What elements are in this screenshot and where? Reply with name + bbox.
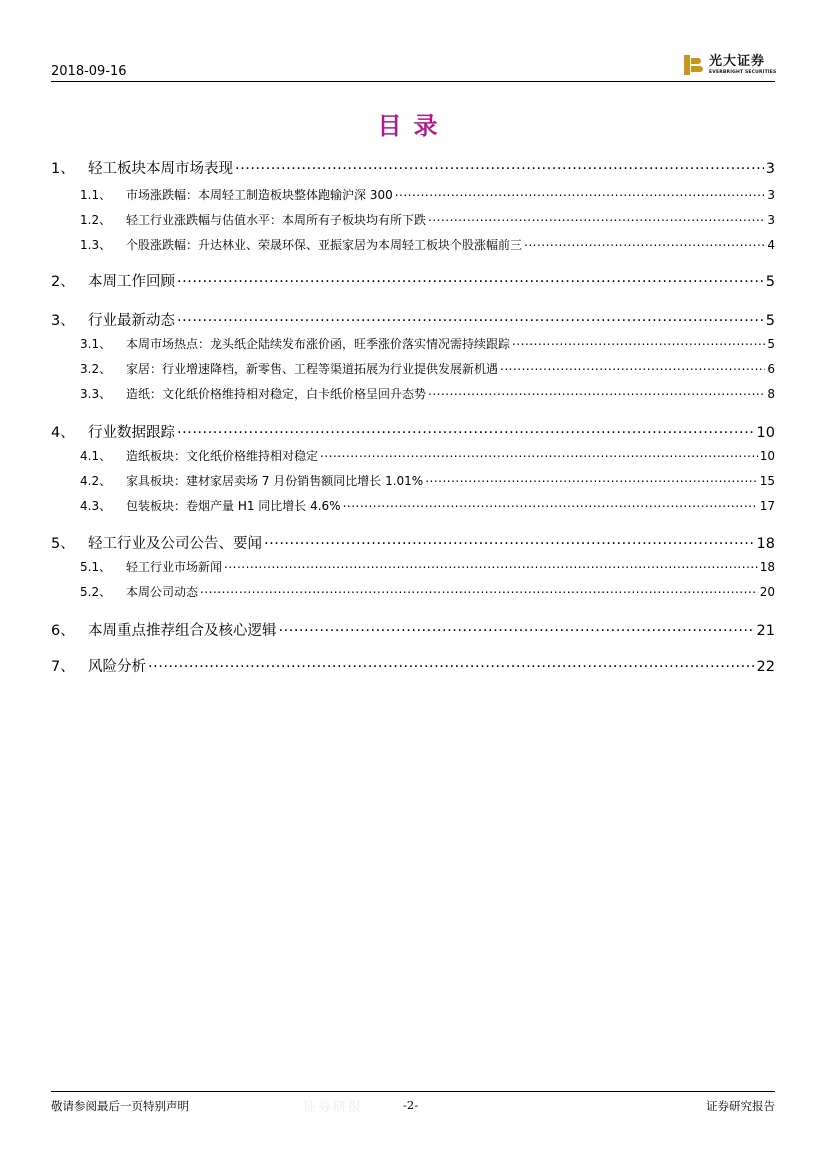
toc-dot-leader <box>428 386 765 398</box>
toc-entry-number: 3.2、 <box>80 362 112 376</box>
toc-entry-page: 5 <box>765 313 775 329</box>
toc-entry-title[interactable]: 轻工行业涨跌幅与估值水平：本周所有子板块均有所下跌 <box>126 213 427 227</box>
toc-dot-leader <box>177 423 755 438</box>
logo-cn-text: 光大证券 <box>709 54 766 69</box>
toc-entry-page: 6 <box>767 362 775 376</box>
toc-subsection-row[interactable] <box>51 497 775 514</box>
toc-dot-leader <box>264 534 755 549</box>
toc-entry-number: 1.3、 <box>80 238 112 252</box>
toc-title: 目录 <box>377 111 450 140</box>
toc-dot-leader <box>224 559 758 571</box>
toc-section-row[interactable] <box>51 421 775 442</box>
toc-entry-number: 3、 <box>51 313 75 329</box>
toc-entry-title[interactable]: 包装板块：卷烟产量 H1 同比增长 4.6% <box>126 499 341 513</box>
company-logo <box>684 55 776 76</box>
toc-entry-title[interactable]: 造纸板块：文化纸价格维持相对稳定 <box>126 449 319 463</box>
toc-entry-title[interactable]: 个股涨跌幅：升达林业、荣晟环保、亚振家居为本周轻工板块个股涨幅前三 <box>126 238 523 252</box>
toc-dot-leader <box>512 336 765 348</box>
toc-dot-leader <box>320 448 758 460</box>
toc-dot-leader <box>148 657 755 672</box>
toc-entry-number: 5、 <box>51 536 75 552</box>
toc-entry-title[interactable]: 市场涨跌幅：本周轻工制造板块整体跑输沪深 300 <box>126 188 393 202</box>
toc-entry-page: 3 <box>767 188 775 202</box>
toc-entry-page: 3 <box>767 213 775 227</box>
toc-section-row[interactable] <box>51 655 775 676</box>
toc-dot-leader <box>177 272 764 287</box>
toc-entry-number: 4.1、 <box>80 449 112 463</box>
toc-entry-number: 2、 <box>51 274 75 290</box>
toc-entry-title[interactable]: 本周工作回顾 <box>88 274 175 290</box>
header-divider <box>51 81 775 82</box>
logo-mark-icon <box>684 55 704 75</box>
toc-entry-page: 18 <box>759 560 775 574</box>
toc-section-row[interactable] <box>51 157 775 178</box>
toc-entry-page: 10 <box>756 425 775 441</box>
footer-report-type: 证券研究报告 <box>706 1099 775 1113</box>
toc-section-row[interactable] <box>51 309 775 330</box>
page-number: -2- <box>403 1098 419 1112</box>
toc-subsection-row[interactable] <box>51 558 775 575</box>
toc-entry-page: 20 <box>759 585 775 599</box>
toc-entry-page: 15 <box>759 474 775 488</box>
toc-entry-title[interactable]: 造纸：文化纸价格维持相对稳定，白卡纸价格呈回升态势 <box>126 387 427 401</box>
footer-watermark: 证券研报 <box>303 1100 364 1115</box>
toc-section-row[interactable] <box>51 532 775 553</box>
toc-entry-number: 1.1、 <box>80 188 112 202</box>
toc-subsection-row[interactable] <box>51 472 775 489</box>
toc-dot-leader <box>524 237 765 249</box>
logo-en-text: EVERBRIGHT SECURITIES <box>709 70 777 75</box>
toc-dot-leader <box>235 159 764 174</box>
toc-entry-title[interactable]: 行业最新动态 <box>88 313 175 329</box>
toc-dot-leader <box>428 212 765 224</box>
footer-divider <box>51 1091 775 1092</box>
toc-entry-number: 6、 <box>51 623 75 639</box>
toc-entry-number: 3.3、 <box>80 387 112 401</box>
toc-entry-number: 4.3、 <box>80 499 112 513</box>
toc-entry-number: 4、 <box>51 425 75 441</box>
toc-dot-leader <box>395 187 766 199</box>
toc-entry-page: 22 <box>756 659 775 675</box>
toc-subsection-row[interactable] <box>51 360 775 377</box>
toc-subsection-row[interactable] <box>51 447 775 464</box>
toc-entry-title[interactable]: 轻工行业及公司公告、要闻 <box>88 536 262 552</box>
toc-subsection-row[interactable] <box>51 385 775 402</box>
toc-section-row[interactable] <box>51 270 775 291</box>
toc-entry-page: 4 <box>767 238 775 252</box>
toc-entry-page: 3 <box>765 161 775 177</box>
toc-entry-title[interactable]: 风险分析 <box>88 659 146 675</box>
toc-dot-leader <box>200 584 758 596</box>
toc-entry-title[interactable]: 本周重点推荐组合及核心逻辑 <box>88 623 277 639</box>
toc-dot-leader <box>177 311 764 326</box>
toc-entry-title[interactable]: 家居：行业增速降档，新零售、工程等渠道拓展为行业提供发展新机遇 <box>126 362 499 376</box>
toc-subsection-row[interactable] <box>51 186 775 203</box>
toc-entry-number: 3.1、 <box>80 337 112 351</box>
toc-entry-title[interactable]: 轻工板块本周市场表现 <box>88 161 233 177</box>
toc-subsection-row[interactable] <box>51 211 775 228</box>
toc-entry-page: 10 <box>759 449 775 463</box>
toc-entry-page: 8 <box>767 387 775 401</box>
toc-subsection-row[interactable] <box>51 583 775 600</box>
toc-entry-number: 1.2、 <box>80 213 112 227</box>
toc-dot-leader <box>343 498 758 510</box>
toc-entry-page: 21 <box>756 623 775 639</box>
report-date: 2018-09-16 <box>51 64 127 79</box>
toc-entry-title[interactable]: 行业数据跟踪 <box>88 425 175 441</box>
toc-entry-number: 5.2、 <box>80 585 112 599</box>
toc-entry-page: 5 <box>765 274 775 290</box>
toc-entry-title[interactable]: 本周公司动态 <box>126 585 199 599</box>
toc-entry-title[interactable]: 轻工行业市场新闻 <box>126 560 223 574</box>
toc-entry-number: 4.2、 <box>80 474 112 488</box>
toc-subsection-row[interactable] <box>51 335 775 352</box>
toc-entry-number: 5.1、 <box>80 560 112 574</box>
toc-dot-leader <box>425 473 758 485</box>
toc-entry-number: 1、 <box>51 161 75 177</box>
toc-subsection-row[interactable] <box>51 236 775 253</box>
toc-entry-title[interactable]: 本周市场热点：龙头纸企陆续发布涨价函，旺季涨价落实情况需持续跟踪 <box>126 337 511 351</box>
toc-dot-leader <box>500 361 765 373</box>
toc-section-row[interactable] <box>51 619 775 640</box>
toc-dot-leader <box>279 621 755 636</box>
toc-entry-page: 17 <box>759 499 775 513</box>
toc-entry-title[interactable]: 家具板块：建材家居卖场 7 月份销售额同比增长 1.01% <box>126 474 424 488</box>
toc-entry-number: 7、 <box>51 659 75 675</box>
toc-entry-page: 18 <box>756 536 775 552</box>
footer-disclaimer: 敬请参阅最后一页特别声明 <box>51 1099 189 1113</box>
toc-entry-page: 5 <box>767 337 775 351</box>
